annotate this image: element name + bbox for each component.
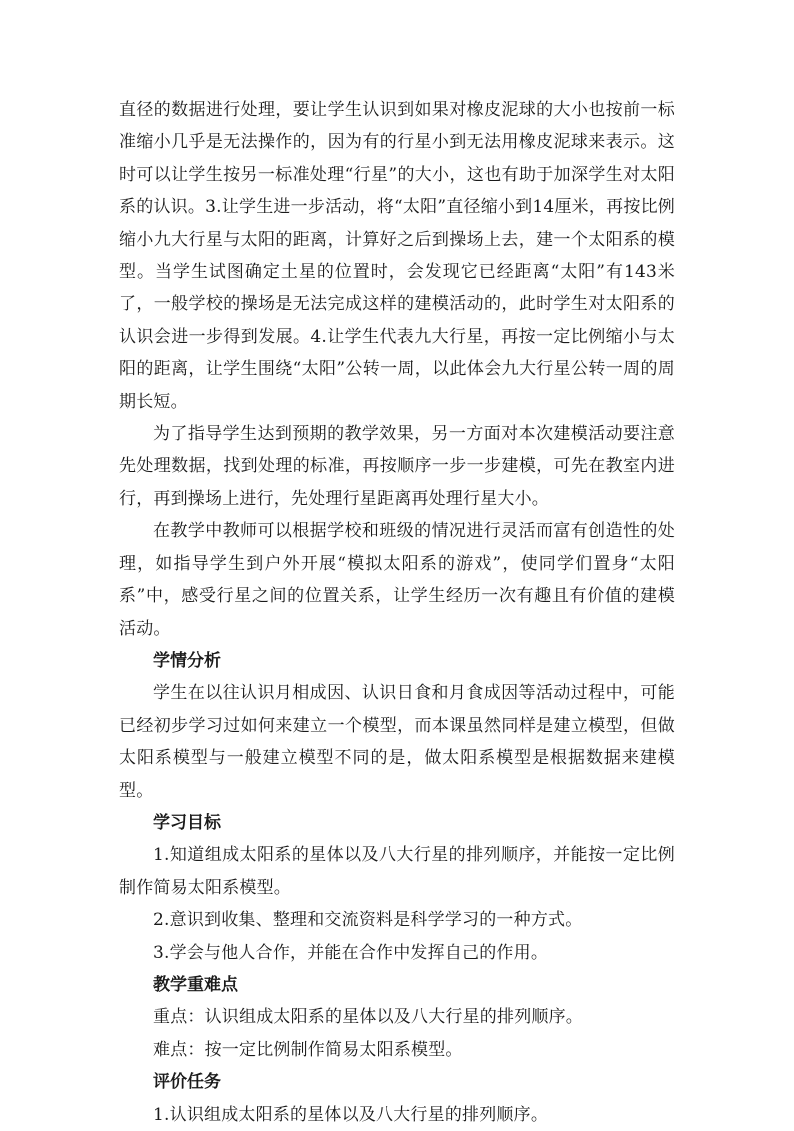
evaluation-item-1: 1.认识组成太阳系的星体以及八大行星的排列顺序。 [153, 1104, 549, 1125]
key-point-difficulty: 难点：按一定比例制作简易太阳系模型。 [153, 1039, 463, 1060]
key-points-heading: 教学重难点 [153, 974, 238, 995]
learning-goals-heading: 学习目标 [153, 812, 221, 833]
body-paragraph-3: 在教学中教师可以根据学校和班级的情况进行灵活而富有创造性的处理，如指导学生到户外开展“模拟太阳系的游戏”，使同学们置身“太阳系”中，感受行星之间的位置关系，让学生经历一次有趣且有价值的建模活动。 [119, 521, 675, 639]
learning-goal-item-1: 1.知道组成太阳系的星体以及八大行星的排列顺序，并能按一定比例制作简易太阳系模型。 [119, 845, 675, 898]
learning-goal-item-2: 2.意识到收集、整理和交流资料是科学学习的一种方式。 [153, 910, 583, 931]
learning-goal-item-3: 3.学会与他人合作，并能在合作中发挥自己的作用。 [153, 942, 549, 963]
learning-analysis-text: 学生在以往认识月相成因、认识日食和月食成因等活动过程中，可能已经初步学习过如何来建立一个模型，而本课虽然同样是建立模型，但做太阳系模型与一般建立模型不同的是，做太阳系模型是根据数据来建模型。 [119, 683, 675, 801]
document-page [119, 94, 675, 1131]
learning-analysis-heading: 学情分析 [153, 650, 221, 671]
body-paragraph-2: 为了指导学生达到预期的教学效果，另一方面对本次建模活动要注意先处理数据，找到处理的标准，再按顺序一步一步建模，可先在教室内进行，再到操场上进行，先处理行星距离再处理行星大小。 [119, 424, 675, 509]
evaluation-heading: 评价任务 [153, 1072, 221, 1093]
key-point-focus: 重点：认识组成太阳系的星体以及八大行星的排列顺序。 [153, 1007, 583, 1028]
body-paragraph-1: 直径的数据进行处理，要让学生认识到如果对橡皮泥球的大小也按前一标准缩小几乎是无法操作的，因为有的行星小到无法用橡皮泥球来表示。这时可以让学生按另一标准处理“行星”的大小，这也有助于加深学生对太阳系的认识。3.让学生进一步活动，将“太阳”直径缩小到14厘米，再按比例缩小九大行星与太阳的距离，计算好之后到操场上去，建一个太阳系的模型。当学生试图确定土星的位置时，会发现它已经距离“太阳”有143米了，一般学校的操场是无法完成这样的建模活动的，此时学生对太阳系的认识会进一步得到发展。4.让学生代表九大行星，再按一定比例缩小与太阳的距离，让学生围绕“太阳”公转一周，以此体会九大行星公转一周的周期长短。 [119, 100, 675, 412]
